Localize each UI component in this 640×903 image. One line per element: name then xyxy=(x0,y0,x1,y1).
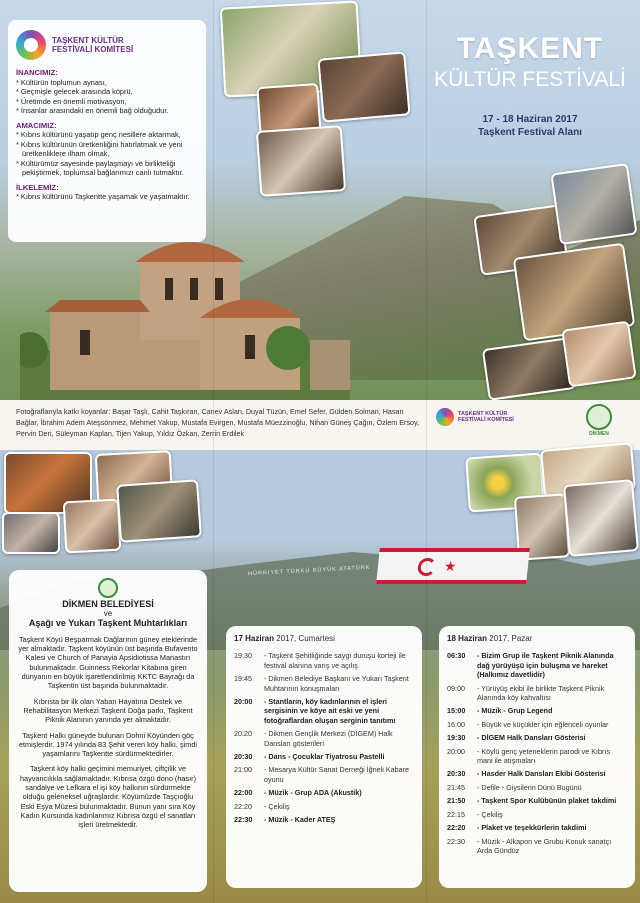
schedule-row xyxy=(447,810,627,819)
title-line-2: KÜLTÜR FESTİVALİ xyxy=(434,68,626,91)
photo-credits xyxy=(0,400,640,450)
festival-venue: Taşkent Festival Alanı xyxy=(478,127,582,138)
festival-title xyxy=(425,32,635,138)
brochure-outside xyxy=(0,0,640,450)
schedule-row xyxy=(447,796,627,805)
schedule-row xyxy=(234,651,414,670)
committee-logo-small xyxy=(436,408,514,426)
day2-weekday: 2017, Pazar xyxy=(487,634,533,643)
event-description: - Müzik - Grup Legend xyxy=(477,706,553,716)
schedule-row xyxy=(234,765,414,784)
event-time: 06:30 xyxy=(447,651,466,661)
committee-logo xyxy=(16,30,198,60)
schedule-row xyxy=(447,747,627,766)
schedule-row xyxy=(447,769,627,778)
event-description: - Defile - Giysilerin Dünü Bugünü xyxy=(477,782,582,792)
principle-list xyxy=(16,192,198,202)
event-time: 15:00 xyxy=(447,706,466,716)
dikmen-logo-label: DİKMEN xyxy=(589,431,609,437)
committee-name-2: FESTİVALİ KOMİTESİ xyxy=(52,45,134,54)
event-description: - Dikmen Belediye Başkanı ve Yukarı Taşkent Muhtarının konuşmaları xyxy=(264,674,409,693)
schedule-row xyxy=(234,815,414,824)
event-description: - Büyük ve küçükler için eğlenceli oyunlar xyxy=(477,719,609,729)
swirl-logo-icon xyxy=(436,408,454,426)
schedule-row xyxy=(447,837,627,856)
day2-program xyxy=(447,651,627,855)
schedule-row xyxy=(447,733,627,742)
dikmen-logo-small xyxy=(586,404,612,437)
principle-title: İLKELEMİZ: xyxy=(16,182,59,192)
day1-date: 17 Haziran xyxy=(234,634,275,643)
photo-basket xyxy=(317,51,410,122)
event-time: 19:30 xyxy=(234,651,252,661)
dikmen-logo-icon xyxy=(586,404,612,430)
event-description: - Müzik - Alkapon ve Grubu Konuk sanatçı Arda Gündüz xyxy=(477,836,612,855)
event-description: - Dans - Çocuklar Tiyatrosu Pastelli xyxy=(264,752,385,762)
swirl-logo-icon xyxy=(16,30,46,60)
list-item: * Kıbrıs kültürünün üretkenliğini hatırlatmak ve yeni üretkenliklere ilham olmak, xyxy=(16,139,183,158)
committee-name-2: FESTİVALİ KOMİTESİ xyxy=(458,417,514,423)
day1-program xyxy=(234,651,414,824)
list-item: * Kıbrıs kültürünü Taşkentte yaşamak ve yaşatmaktır. xyxy=(16,192,190,201)
event-description: - Yürüyüş ekibi ile birlikte Taşkent Piknik Alanında köy kahvaltısı xyxy=(477,683,605,703)
event-description: - Mesarya Kültür Sanat Derneği İğneli Kabare oyunu xyxy=(264,765,410,784)
festival-dates: 17 - 18 Haziran 2017 xyxy=(482,114,578,125)
village-paragraph: Kıbrısta bir ilk olan Yaban Hayatına Destek ve Rehabilitasyon Merkezi Taşkent Doğa parkı, Taşkent Piknik Alanının yanında yer almaktadır. xyxy=(23,696,193,725)
committee-name-1: TAŞKENT KÜLTÜR xyxy=(52,36,124,45)
photo-workshop xyxy=(482,337,576,401)
schedule-row xyxy=(234,802,414,811)
event-description: - Stantların, köy kadınlarının el işleri sergisinin ve köye ait eski ve yeni fotoğraflardan oluşan serginin tanıtımı xyxy=(264,697,396,725)
event-description: - Bizim Grup ile Taşkent Piknik Alanında dağ yürüyüşü için buluşma ve hareket (Halkımız davetlidir) xyxy=(477,651,614,680)
aim-title: AMACIMIZ: xyxy=(16,120,57,130)
photo-elder-woman xyxy=(256,125,346,197)
event-description: - Plaket ve teşekkürlerin takdimi xyxy=(477,823,587,833)
municipality-title: DİKMEN BELEDİYESİ xyxy=(62,599,154,609)
event-description: - Hasder Halk Dansları Ekibi Gösterisi xyxy=(477,769,606,779)
list-item: * Geçmişle gelecek arasında köprü, xyxy=(16,87,133,96)
event-time: 22:30 xyxy=(447,836,465,846)
schedule-row xyxy=(447,706,627,715)
event-description: - Müzik - Kader ATEŞ xyxy=(264,815,336,825)
day2-date: 18 Haziran xyxy=(447,634,488,643)
village-paragraph: Taşkent Köyü Beşparmak Dağlarının güney eteklerinde yer almaktadır. Taşkent köyünün üst başında Bufavento Kalesi ve Church of Panayia Apsidiotissa Manastırı bulunmaktadır. Guinness Rekorlar Kitabına giren dünyanın en büyük işaretlendirilmiş KKTC Bayrağı da Taşkentin üst başında bulunmaktadır. xyxy=(18,634,198,691)
event-time: 22:00 xyxy=(234,788,253,798)
committee-name-1: TAŞKENT KÜLTÜR xyxy=(458,411,508,417)
list-item: * Üretimde en önemli motivasyon, xyxy=(16,96,127,106)
title-line-1: TAŞKENT xyxy=(456,32,604,65)
event-description: - Çekiliş xyxy=(264,801,290,811)
event-time: 20:20 xyxy=(234,729,252,739)
event-time: 22:15 xyxy=(447,809,465,819)
event-time: 19:30 xyxy=(447,733,466,743)
event-time: 21:45 xyxy=(447,782,465,792)
event-time: 21:50 xyxy=(447,796,466,806)
church-illustration xyxy=(20,230,350,400)
schedule-row xyxy=(447,783,627,792)
photo-villagers xyxy=(116,479,202,543)
belief-list xyxy=(16,78,198,116)
day2-header xyxy=(447,634,627,643)
trnc-flag-hill xyxy=(376,548,530,584)
event-description: - Köylü genç yeteneklerin parodi ve Kıbrıs mani ile atışmaları xyxy=(477,746,611,766)
event-time: 22:20 xyxy=(447,823,466,833)
event-time: 20:30 xyxy=(447,769,466,779)
schedule-row xyxy=(234,729,414,748)
event-description: - Dikmen Gençlik Merkezi (DİGEM) Halk Dansları gösterileri xyxy=(264,729,393,748)
event-time: 22:30 xyxy=(234,815,253,825)
event-time: 16:00 xyxy=(447,719,465,729)
schedule-row xyxy=(234,674,414,693)
photo-pottery xyxy=(563,479,639,557)
schedule-row xyxy=(234,752,414,761)
event-time: 09:00 xyxy=(447,683,465,693)
hill-inscription: HÜRRIYET TÜRKÜ BÜYÜK ATATÜRK xyxy=(247,564,371,578)
event-description: - Taşkent Spor Kulübünün plaket takdimi xyxy=(477,796,617,806)
village-paragraph: Taşkent Halkı güneyde bulunan Dohni Köyünden göç etmişlerdir. 1974 yılında 83 Şehit veren köy halkı, şimdi yaşamlarını Taşkentte sürdürmektedirler. xyxy=(18,730,198,759)
dikmen-logo xyxy=(18,578,198,598)
photo-hands xyxy=(561,321,636,388)
day1-weekday: 2017, Cumartesi xyxy=(274,634,335,643)
event-time: 20:00 xyxy=(234,697,253,707)
village-paragraph: Taşkent köy halkı geçimini memuriyet, çiftçilik ve hayvancılıkla sağlamaktadır. Kıbrısa özgü dono (hasır) sandalye ve Lefkara el işi köy halkının sürdürmekte olduğu geleneksel uğraşlardır. Köyümüzde Taşçıoğlu Eski Eşya Müzesi bulunmaktadır. Bunun yanı sıra Köy Kadın Kursunda kadınlarımız Kıbrısa özgü el sanatları işleri üretmektedir. xyxy=(19,764,197,830)
list-item: * Kültürün toplumun aynası, xyxy=(16,77,107,87)
belief-title: İNANCIMIZ: xyxy=(16,68,58,77)
list-item: * Kıbrıs kültürünü yaşatıp genç nesillere aktarmak, xyxy=(16,130,181,139)
event-description: - DİGEM Halk Dansları Gösterisi xyxy=(477,733,586,743)
schedule-row xyxy=(234,697,414,725)
fold-line xyxy=(213,0,214,903)
day1-header xyxy=(234,634,414,643)
event-time: 20:30 xyxy=(234,752,253,762)
schedule-row xyxy=(447,651,627,679)
dikmen-logo-icon xyxy=(98,578,118,598)
star-icon: ★ xyxy=(443,558,458,574)
village-info-card xyxy=(9,570,207,892)
event-time: 21:00 xyxy=(234,765,252,775)
aim-list xyxy=(16,130,198,178)
schedule-day2 xyxy=(439,626,635,888)
event-description: - Çekiliş xyxy=(477,809,503,819)
event-time: 19:45 xyxy=(234,674,252,684)
list-item: * İnsanlar arasındaki en önemli bağ olduğudur. xyxy=(16,106,169,115)
intro-box xyxy=(8,20,206,242)
event-description: - Müzik - Grup ADA (Akustik) xyxy=(264,788,362,798)
credits-text: Fotoğraflarıyla katkı koyanlar: Başar Taşlı, Cahit Taşkıran, Canev Aslan, Duyal Tüzün, Emel Sefer, Gülden Solman, Hasan Bağlar, İbrahim Adem Ateşsönmez, Mehmet Yakup, Mustafa Evirgen, Mustafa Müezzinoğlu, Nihan Güneş Çağın, Özlem Ersoy, Pervin Deri, Süleyman Kaplan, Tijen Yakup, Yıldız Özkan, Zerrin Erdilek xyxy=(16,407,420,438)
event-time: 22:20 xyxy=(234,801,252,811)
photo-weaving xyxy=(2,512,60,554)
photo-village-man xyxy=(550,163,637,245)
schedule-day1 xyxy=(226,626,422,888)
village-heads-title: Aşağı ve Yukarı Taşkent Muhtarlıkları xyxy=(28,617,188,628)
photo-women-cooking xyxy=(63,499,122,554)
schedule-row xyxy=(447,684,627,703)
event-time: 20:00 xyxy=(447,746,465,756)
event-description: - Taşkent Şehitliğinde saygı duruşu korteji ile festival alanına varış ve açılış xyxy=(264,651,406,670)
fold-line xyxy=(426,0,427,903)
schedule-row xyxy=(447,823,627,832)
schedule-row xyxy=(447,720,627,729)
list-item: * Kültürümüz sayesinde paylaşmayı ve birlikteliği pekiştirmek, toplumsal bağlarımızı canlı tutmaktır. xyxy=(16,158,184,177)
conjunction: ve xyxy=(103,609,113,619)
schedule-row xyxy=(234,788,414,797)
